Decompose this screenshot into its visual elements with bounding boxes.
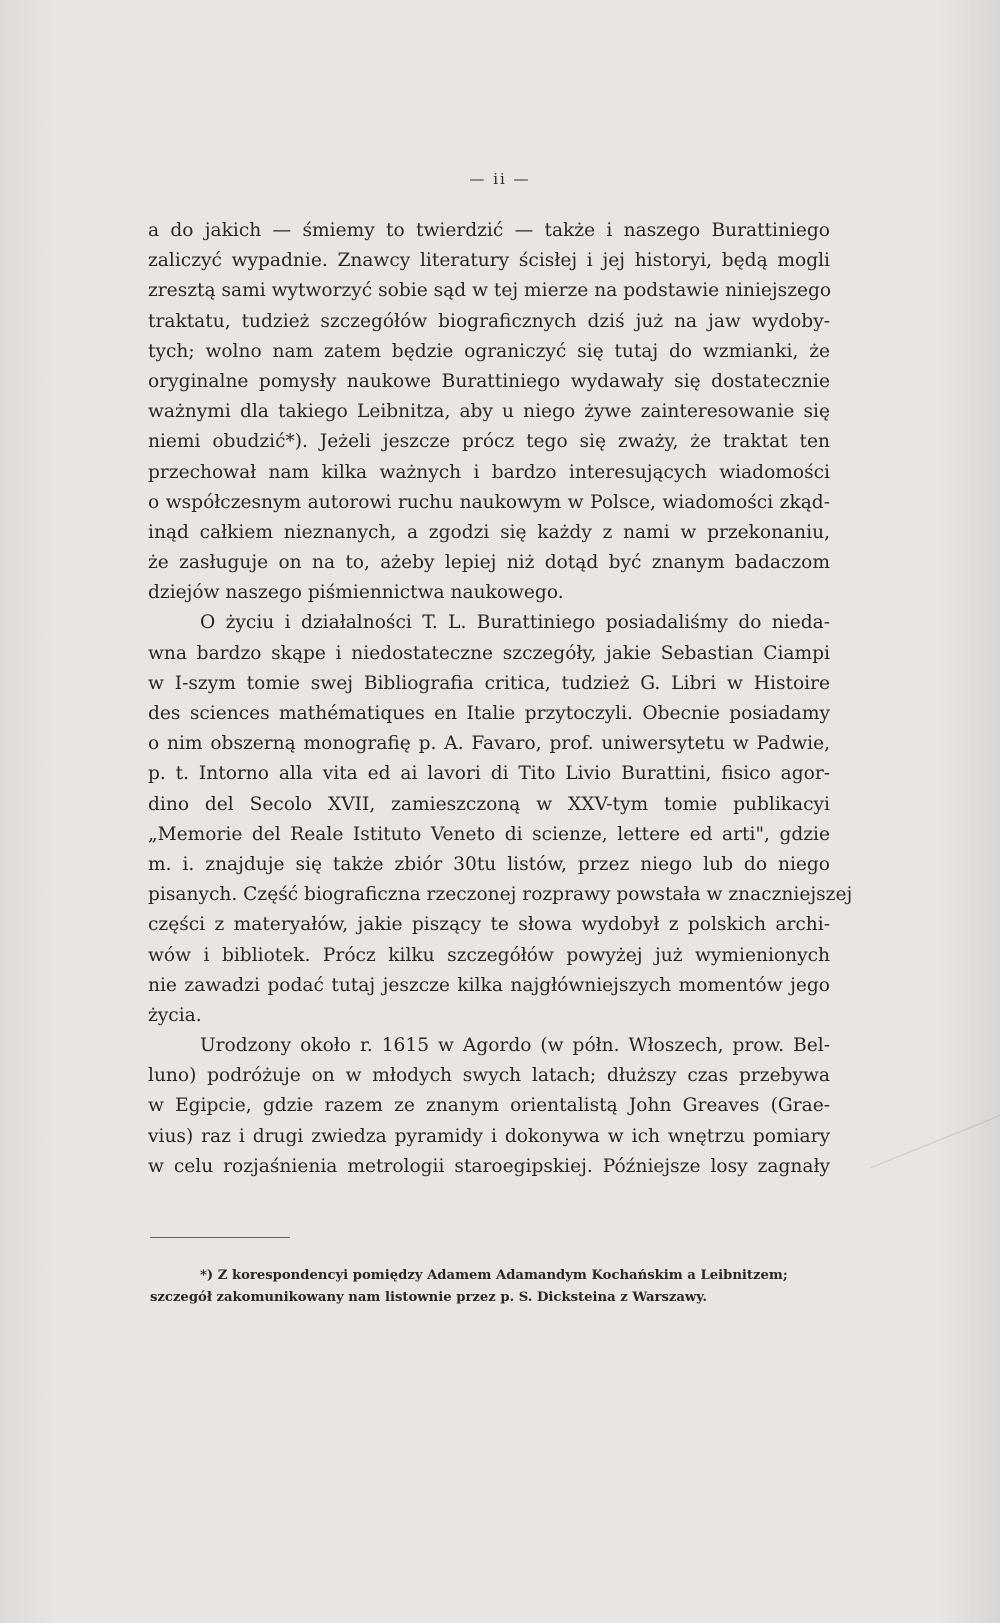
page-number: — ii —	[469, 170, 531, 188]
text-line: w celu rozjaśnienia metrologii staroegipskiej. Późniejsze losy zagnały	[148, 1155, 830, 1177]
text-line: nie zawadzi podać tutaj jeszcze kilka najgłówniejszych momentów jego	[148, 974, 830, 996]
text-line: inąd całkiem nieznanych, a zgodzi się każdy z nami w przekonaniu,	[148, 521, 830, 543]
text-line: dziejów naszego piśmiennictwa naukowego.	[148, 582, 564, 604]
text-line: zresztą sami wytworzyć sobie sąd w tej mierze na podstawie niniejszego	[148, 280, 832, 302]
text-line: „Memorie del Reale Istituto Veneto di scienze, lettere ed arti", gdzie	[148, 823, 830, 845]
text-line: w I-szym tomie swej Bibliografia critica, tudzież G. Libri w Histoire	[148, 672, 830, 694]
text-line: traktatu, tudzież szczegółów biograficznych dziś już na jaw wydoby-	[148, 310, 830, 332]
text-line: vius) raz i drugi zwiedza pyramidy i dokonywa w ich wnętrzu pomiary	[148, 1125, 830, 1147]
text-line: O życiu i działalności T. L. Burattiniego posiadaliśmy do nieda-	[200, 612, 830, 634]
text-line: w Egipcie, gdzie razem ze znanym orientalistą John Greaves (Grae-	[148, 1095, 830, 1117]
text-line: tych; wolno nam zatem będzie ograniczyć się tutaj do wzmianki, że	[148, 340, 830, 362]
text-line: wów i bibliotek. Prócz kilku szczegółów powyżej już wymienionych	[148, 944, 830, 966]
text-line: des sciences mathématiques en Italie przytoczyli. Obecnie posiadamy	[148, 703, 830, 724]
footnote-line: szczegół zakomunikowany nam listownie przez p. S. Dicksteina z Warszawy.	[150, 1290, 708, 1305]
text-line: części z materyałów, jakie piszący te słowa wydobył z polskich archi-	[148, 914, 830, 936]
text-line: o współczesnym autorowi ruchu naukowym w Polsce, wiadomości zkąd-	[148, 491, 830, 513]
text-line: a do jakich — śmiemy to twierdzić — także i naszego Burattiniego	[148, 220, 830, 241]
text-line: wna bardzo skąpe i niedostateczne szczegóły, jakie Sebastian Ciampi	[148, 642, 830, 664]
footnote-line: *) Z korespondencyi pomiędzy Adamem Adamandym Kochańskim a Leibnitzem;	[200, 1268, 788, 1283]
text-line: Urodzony około r. 1615 w Agordo (w półn. Włoszech, prow. Bel-	[200, 1035, 830, 1057]
text-line: ważnymi dla takiego Leibnitza, aby u niego żywe zainteresowanie się	[148, 401, 830, 423]
text-line: dino del Secolo XVII, zamieszczoną w XXV-tym tomie publikacyi	[148, 793, 830, 815]
text-line: niemi obudzić*). Jeżeli jeszcze prócz tego się zważy, że traktat ten	[148, 431, 830, 453]
text-line: pisanych. Część biograficzna rzeczonej rozprawy powstała w znaczniejszej	[148, 884, 853, 906]
footnote	[150, 1265, 830, 1309]
footnote-divider	[150, 1237, 290, 1238]
text-line: m. i. znajduje się także zbiór 30tu listów, przez niego lub do niego	[148, 853, 830, 875]
body-text	[148, 216, 853, 1182]
text-line: zaliczyć wypadnie. Znawcy literatury ścisłej i jej historyi, będą mogli	[148, 250, 830, 272]
text-line: że zasługuje on na to, ażeby lepiej niż dotąd być znanym badaczom	[148, 552, 830, 574]
text-line: o nim obszerną monografię p. A. Favaro, prof. uniwersytetu w Padwie,	[148, 733, 830, 755]
text-line: oryginalne pomysły naukowe Burattiniego wydawały się dostatecznie	[148, 370, 830, 392]
text-line: przechował nam kilka ważnych i bardzo interesujących wiadomości	[148, 461, 830, 483]
text-line: życia.	[148, 1004, 202, 1026]
text-line: p. t. Intorno alla vita ed ai lavori di Tito Livio Burattini, fisico agor-	[148, 763, 830, 785]
text-line: luno) podróżuje on w młodych swych latach; dłuższy czas przebywa	[148, 1065, 830, 1087]
